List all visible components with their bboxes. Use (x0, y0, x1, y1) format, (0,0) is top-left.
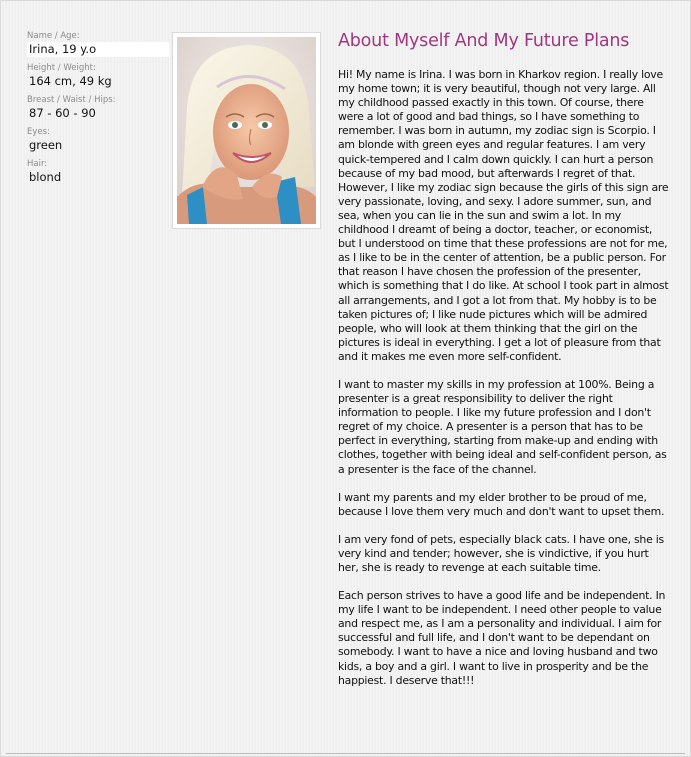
stat-height-weight (27, 63, 169, 89)
bottom-divider (6, 753, 685, 754)
bio-paragraph: I want to master my skills in my profession at 100%. Being a presenter is a great responsibility to deliver the right information to people. I like my future profession and I don't regret of my choice. A presenter is a person that has to be perfect in everything, starting from make-up and ending with clothes, together with being ideal and self-confident person, as a presenter is the face of the channel. (338, 377, 667, 476)
bio-paragraph: Hi! My name is Irina. I was born in Kharkov region. I really love my home town; it is very beautiful, though not very large. All my childhood passed exactly in this town. Of course, there were a lot of good and bad things, so I have something to remember. I was born in autumn, my zodiac sign is Scorpio. I am blonde with green eyes and regular features. I am very quick-tempered and I calm down quickly. I can hurt a person because of my bad mood, but afterwards I regret of that. However, I like my zodiac sign because the girls of this sign are very passionate, loving, and sexy. I adore summer, sun, and sea, when you can lie in the sun and swim a lot. In my childhood I dreamt of being a doctor, teacher, or economist, but I understood on time that these professions are not for me, as I like to be in the center of attention, be a public person. For that reason I have chosen the profession of the presenter, which is something that I do like. At school I took part in almost all arrangements, and I got a lot from that. My hobby is to be taken pictures of; I like nude pictures which will be admired people, who will look at them thinking that the girl on the pictures is ideal in everything. I get a lot of pleasure from that and it makes me even more self-confident. (338, 68, 669, 363)
stat-name-age (27, 31, 169, 57)
stat-label: Breast / Waist / Hips: (27, 95, 116, 105)
bio-paragraph: Each person strives to have a good life and be independent. In my life I want to be independent. I need other people to value and respect me, as I am a personality and individual. I aim for successful and full life, and I don't want to be dependant on somebody. I want to have a nice and loving husband and two kids, a boy and a girl. I want to live in prosperity and be the happiest. I deserve that!!! (338, 589, 666, 687)
bio-paragraph: I want my parents and my elder brother to be proud of me, because I love them very much and don't want to upset them. (338, 490, 665, 518)
stat-value: Irina, 19 y.o (27, 42, 169, 57)
profile-photo[interactable] (177, 37, 316, 224)
profile-stats (27, 31, 169, 191)
stat-label: Height / Weight: (27, 63, 96, 73)
stat-label: Name / Age: (27, 31, 80, 41)
stat-value: blond (29, 170, 62, 184)
bio-text (338, 68, 670, 702)
stat-value: green (29, 138, 63, 152)
bio-paragraph: I am very fond of pets, especially black cats. I have one, she is very kind and tender; however, she is vindictive, if you hurt her, she is ready to revenge at each suitable time. (338, 532, 664, 574)
stat-label: Hair: (27, 159, 48, 169)
stat-hair (27, 159, 169, 185)
stat-eyes (27, 127, 169, 153)
stat-value: 164 cm, 49 kg (29, 74, 112, 88)
stat-measurements (27, 95, 169, 121)
stat-label: Eyes: (27, 127, 50, 137)
profile-photo-frame[interactable] (172, 32, 321, 229)
stat-value: 87 - 60 - 90 (29, 106, 96, 120)
page-title: About Myself And My Future Plans (338, 31, 630, 51)
